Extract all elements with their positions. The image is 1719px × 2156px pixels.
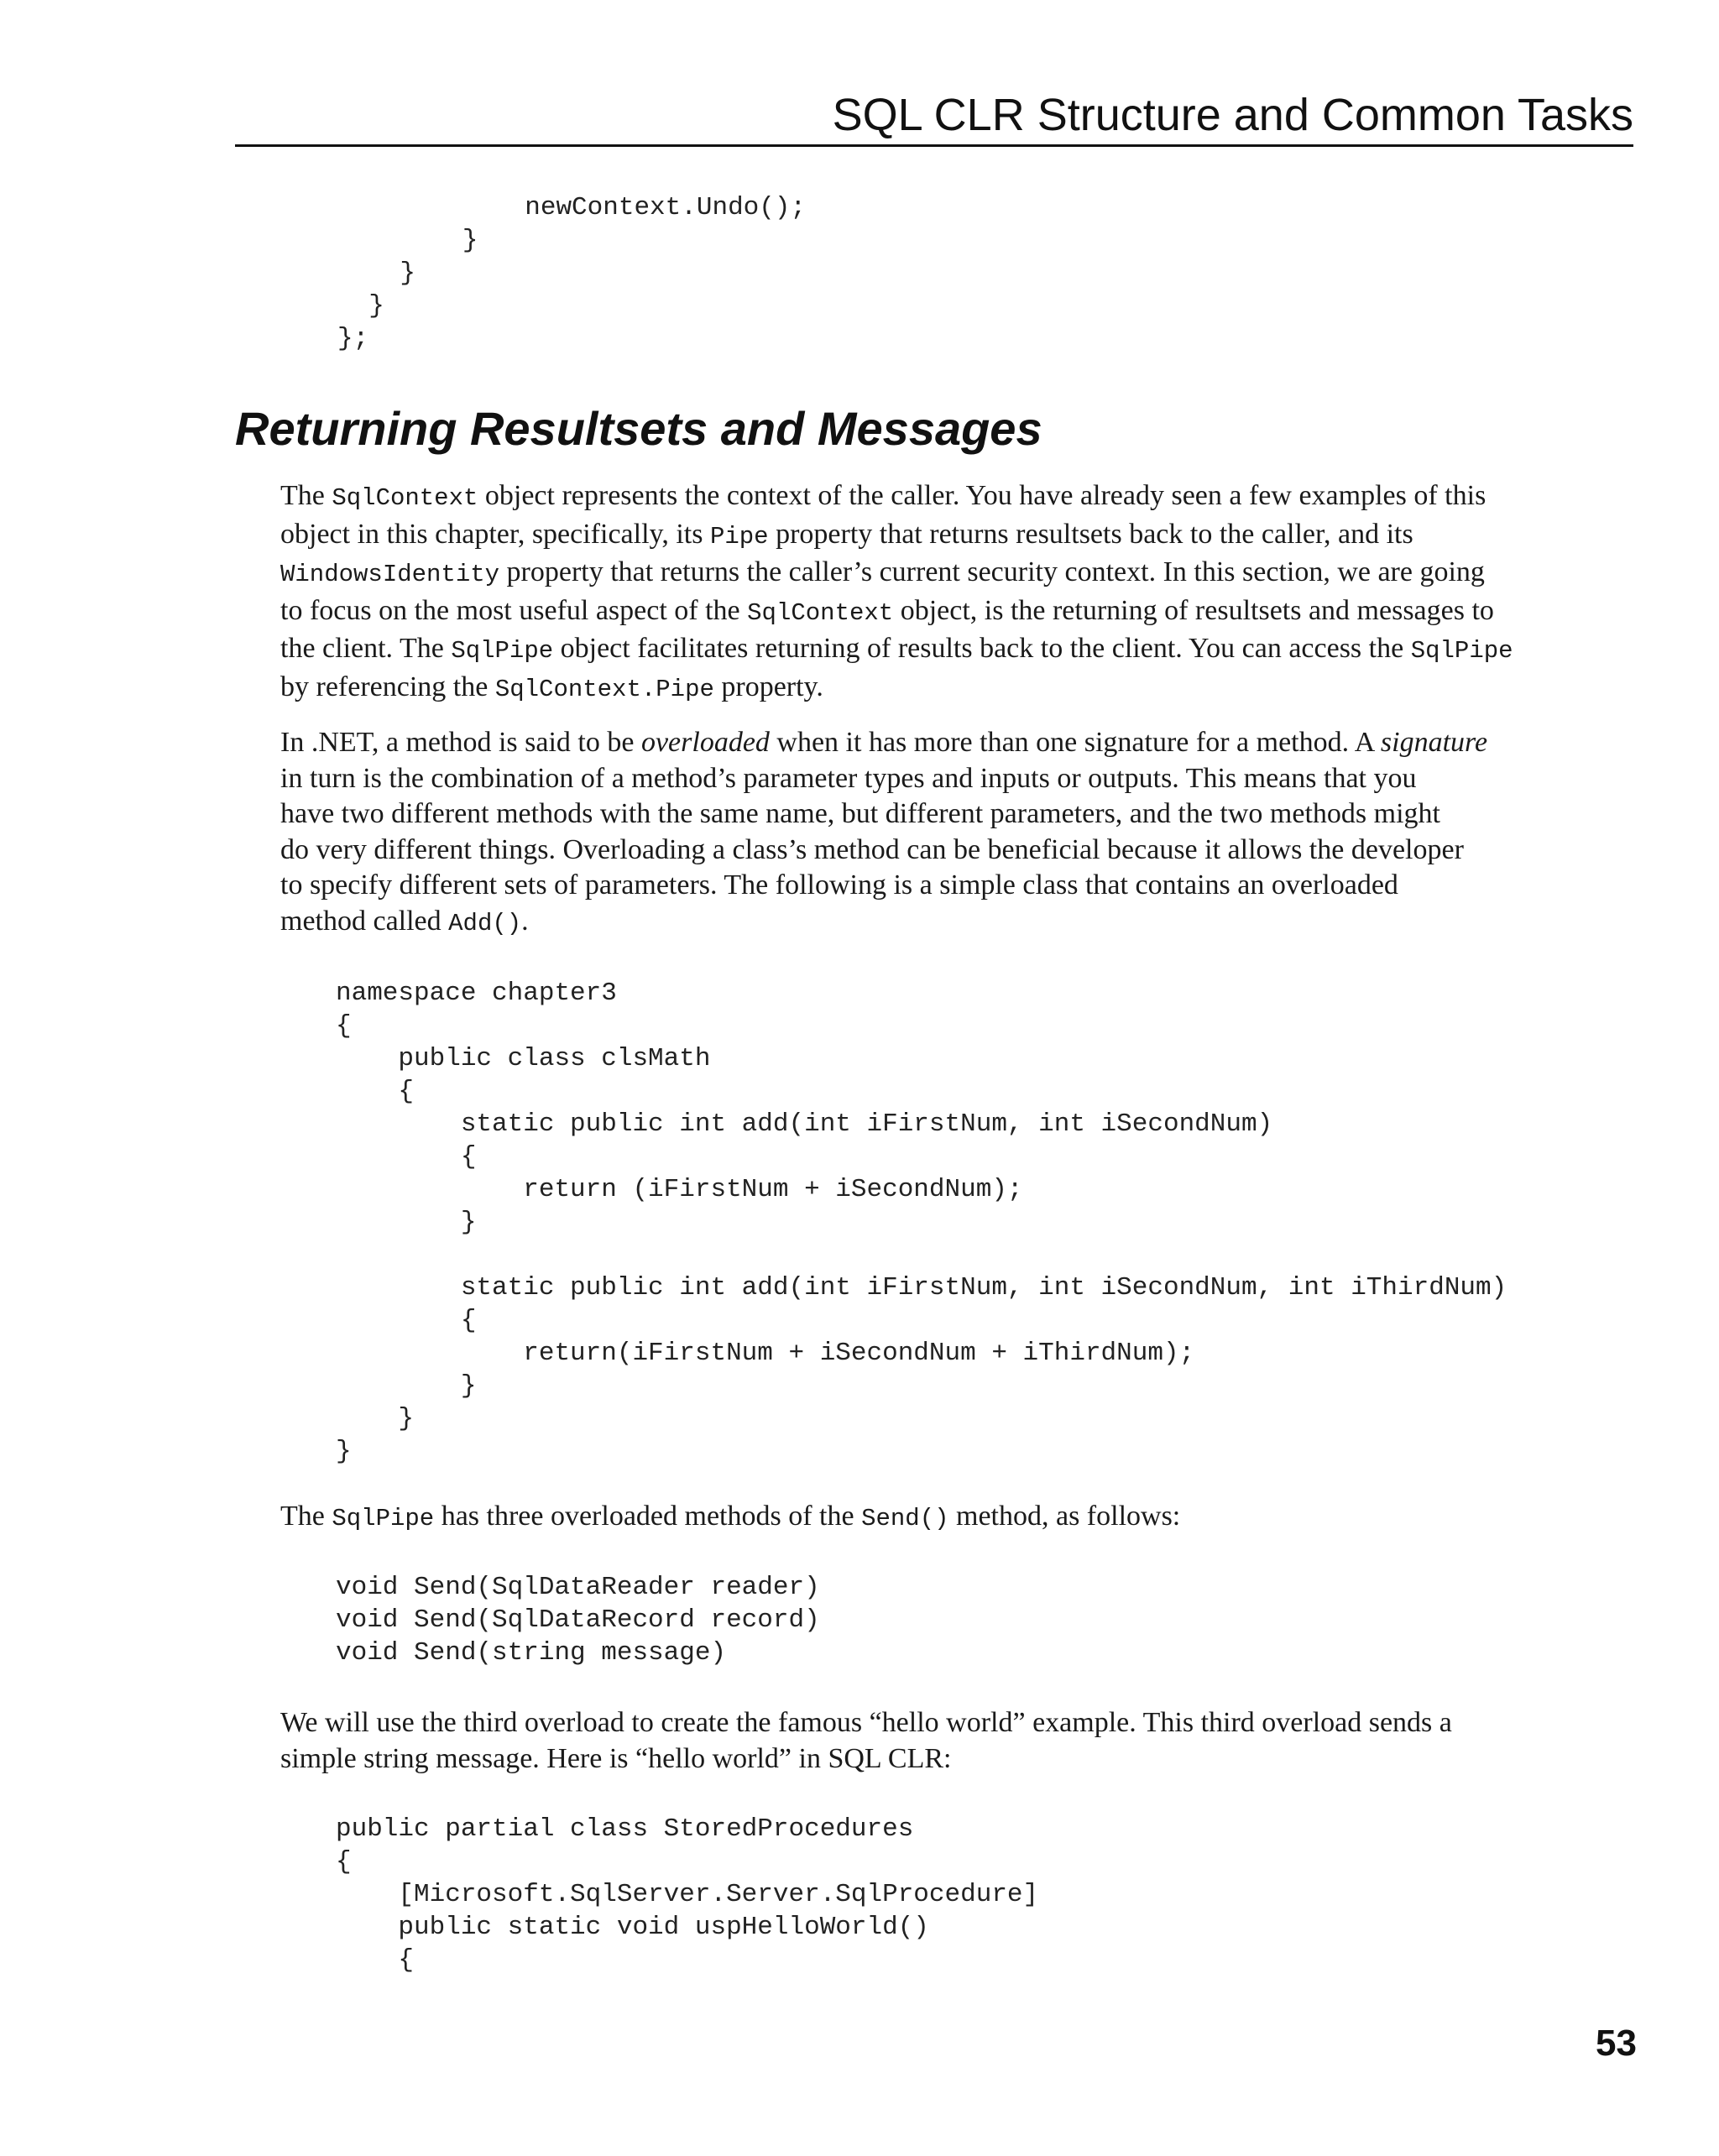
text-line xyxy=(280,478,1633,517)
code-line: } xyxy=(336,1371,477,1401)
inline-code: Pipe xyxy=(709,522,769,551)
inline-code: SqlContext xyxy=(332,484,478,512)
code-line: } xyxy=(337,258,416,288)
text-line xyxy=(280,670,1633,708)
code-line: public partial class StoredProcedures xyxy=(336,1814,914,1844)
running-header-title: SQL CLR Structure and Common Tasks xyxy=(832,90,1633,140)
code-line xyxy=(336,1239,1507,1271)
paragraph-sqlcontext xyxy=(280,478,1633,707)
code-line: { xyxy=(336,1077,415,1106)
text-run: by referencing the xyxy=(280,671,495,702)
inline-code: SqlPipe xyxy=(451,637,554,665)
text-run: property. xyxy=(713,671,823,702)
inline-code: Add() xyxy=(448,909,522,937)
text-line xyxy=(280,517,1633,556)
code-line: newContext.Undo(); xyxy=(337,193,807,222)
inline-code: SqlPipe xyxy=(1410,637,1513,665)
text-run: to focus on the most useful aspect of the xyxy=(280,594,748,626)
code-line: { xyxy=(336,1847,352,1877)
text-line: We will use the third overload to create the famous “hello world” example. This third overload sends a xyxy=(280,1707,1452,1738)
text-run: In .NET, a method is said to be xyxy=(280,727,641,758)
code-line: } xyxy=(336,1404,415,1433)
text-run: object in this chapter, specifically, its xyxy=(280,518,710,550)
text-run: property that returns resultsets back to the caller, and its xyxy=(768,518,1413,550)
text-run: method called xyxy=(280,905,449,937)
inline-code: SqlContext xyxy=(747,598,894,627)
code-line: { xyxy=(336,1945,415,1975)
code-line: [Microsoft.SqlServer.Server.SqlProcedure] xyxy=(336,1880,1039,1909)
text-line: to specify different sets of parameters. The following is a simple class that contains an overloaded xyxy=(280,869,1398,901)
inline-code: WindowsIdentity xyxy=(280,561,500,588)
text-run: the client. The xyxy=(280,633,452,664)
text-line: simple string message. Here is “hello world” in SQL CLR: xyxy=(280,1742,952,1774)
paragraph-hello-world xyxy=(280,1705,1633,1777)
text-line xyxy=(280,631,1633,670)
emphasis-term: signature xyxy=(1380,727,1488,758)
code-line: }; xyxy=(337,324,369,353)
section-heading: Returning Resultsets and Messages xyxy=(235,402,1042,455)
text-line: have two different methods with the same name, but different parameters, and the two methods might xyxy=(280,798,1440,829)
text-line xyxy=(280,593,1633,632)
text-line xyxy=(280,904,1633,942)
text-line xyxy=(280,1499,1633,1537)
paragraph-overloading xyxy=(280,725,1633,942)
code-line: { xyxy=(336,1011,352,1041)
code-block-send xyxy=(336,1571,820,1669)
text-run: The xyxy=(280,1501,332,1532)
code-line: } xyxy=(336,1208,477,1237)
code-line: } xyxy=(336,1437,352,1466)
code-line: void Send(string message) xyxy=(336,1638,727,1668)
code-line: void Send(SqlDataRecord record) xyxy=(336,1605,820,1635)
page-number: 53 xyxy=(1596,2023,1637,2064)
code-line: return(iFirstNum + iSecondNum + iThirdNum); xyxy=(336,1339,1195,1368)
code-line: static public int add(int iFirstNum, int iSecondNum) xyxy=(336,1109,1273,1139)
code-line: return (iFirstNum + iSecondNum); xyxy=(336,1175,1023,1204)
text-run: object represents the context of the caller. You have already seen a few examples of this xyxy=(478,480,1486,511)
inline-code: SqlPipe xyxy=(332,1505,435,1532)
code-line: } xyxy=(337,291,384,321)
text-run: property that returns the caller’s current security context. In this section, we are going xyxy=(499,556,1485,587)
text-run: has three overloaded methods of the xyxy=(434,1501,862,1532)
text-run: object facilitates returning of results back to the client. You can access the xyxy=(553,633,1411,664)
code-line: { xyxy=(336,1306,477,1335)
text-run: when it has more than one signature for a method. A xyxy=(769,727,1381,758)
code-line: static public int add(int iFirstNum, int iSecondNum, int iThirdNum) xyxy=(336,1273,1507,1302)
text-run: method, as follows: xyxy=(948,1501,1181,1532)
emphasis-term: overloaded xyxy=(640,727,770,758)
text-line: in turn is the combination of a method’s parameter types and inputs or outputs. This means that you xyxy=(280,762,1417,794)
text-run: . xyxy=(521,905,529,937)
code-line: public class clsMath xyxy=(336,1044,711,1073)
inline-code: Send() xyxy=(861,1505,949,1532)
inline-code: SqlContext.Pipe xyxy=(494,675,714,703)
code-line: void Send(SqlDataReader reader) xyxy=(336,1573,820,1602)
code-line: namespace chapter3 xyxy=(336,979,617,1008)
code-line: public static void uspHelloWorld() xyxy=(336,1913,929,1942)
code-line: } xyxy=(337,226,478,255)
code-block-top xyxy=(337,191,806,355)
text-run: The xyxy=(280,480,332,511)
text-line: do very different things. Overloading a class’s method can be beneficial because it allows the developer xyxy=(280,833,1464,865)
code-block-hello-world xyxy=(336,1813,1038,1976)
code-block-clsmath xyxy=(336,977,1507,1468)
code-line: { xyxy=(336,1142,477,1172)
text-line xyxy=(280,725,1633,761)
text-line xyxy=(280,555,1633,593)
paragraph-send-overloads xyxy=(280,1499,1633,1537)
running-header xyxy=(235,84,1633,147)
text-run: object, is the returning of resultsets and messages to xyxy=(893,594,1494,626)
